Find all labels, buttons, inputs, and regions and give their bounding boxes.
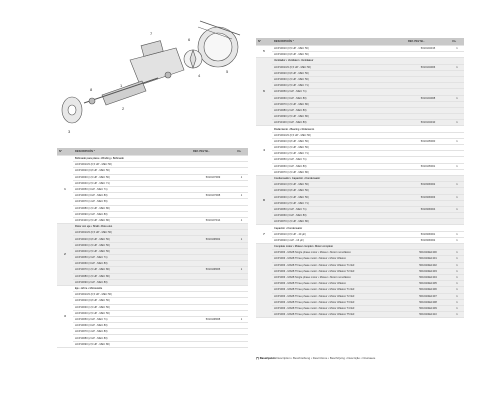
description-cell: HCP10040 (2,5 HP - MEC 56) [73,248,191,254]
reference-cell: 5010107008 [191,193,235,199]
description-legend [256,356,375,360]
part-number-cell: 8 [256,175,272,225]
description-cell: HCP10010 (0,5 HP - 40 μF) [272,231,406,237]
callout-4: 4 [198,73,201,78]
description-cell: HCP10040 (2,5 HP - MEC 56) [73,310,191,316]
quantity-cell: 1 [450,293,464,299]
description-cell: HCP10060 (3 HP - MEC 80) [73,323,191,329]
description-cell: HCP1003 - MA08 Three phase motor • Moteur • Motor trifásico T3 IE3 [272,299,406,305]
description-cell: HCP10060 (3 HP - MEC 80) [73,193,191,199]
callout-1: 1 [120,83,123,88]
column-description: DESCRIPCIÓN * [272,38,406,46]
description-cell: HCP1003 - MA08 Three phase motor • Moteur • Motor trifásico [272,256,406,262]
quantity-cell: 1 [450,268,464,274]
part-number-cell: 5 [256,46,272,58]
column-reference: REF. PEV NL. [406,38,450,46]
reference-cell: 5010107009 [191,174,235,180]
description-cell: HCP10090 (2 HP - MEC 80) [73,279,191,285]
reference-cell: 5010404E1304 [406,274,450,280]
column-reference: REF. PEV NL. [191,148,235,156]
description-cell: HCP10050 (3 HP - MEC 71) [73,186,191,192]
quantity-cell: 1 [450,312,464,318]
quantity-cell: 1 [450,250,464,256]
description-cell: Rodamiento • Bearing • Rolamento [272,126,406,132]
reference-cell: 5010404E1302 [406,262,450,268]
description-cell: HCP1003 - MA08 Three phase motor • Moteur • Motor trifásico T2 IE3 [272,268,406,274]
description-cell: HCP10020 (0,8 HP - MEC 56) [272,52,406,58]
quantity-cell: 1 [235,316,248,322]
description-cell: HCP10030 (1,5 HP - MEC 56) [73,304,191,310]
description-cell: HCP10080 (2 HP - MEC 80) [73,335,191,341]
callout-5: 5 [226,69,229,74]
reference-cell: 5010404E1307 [406,293,450,299]
quantity-cell: 1 [450,194,464,200]
description-cell: HCP10010/3 (0,5 HP - MEC 56) [73,230,191,236]
quantity-cell: 1 [450,262,464,268]
description-cell: HCP10040 (2,5 HP - MEC 71) [272,83,406,89]
description-cell: Ventilador • Ventilator • Ventilateur [272,58,406,64]
reference-cell: 5010104008 [406,95,450,101]
reference-cell: 5010404E1300 [406,250,450,256]
quantity-cell: 1 [235,174,248,180]
table-row [57,341,248,347]
quantity-cell: 1 [450,138,464,144]
description-cell: HCP1003 - MA08 Three phase motor • Moteur • Motor trifásico T4 IE3 [272,305,406,311]
bearing-part [89,98,95,104]
callout-7: 7 [150,31,153,36]
description-cell: HCP10040 (2,5 HP - MEC 71) [73,180,191,186]
description-cell: HCP10100 (3 HP - MEC 80) [272,120,406,126]
description-cell: HCP1003 - MA08 Three phase motor • Moteur • Motor trifásico T5 IE3 [272,312,406,318]
quantity-cell: 1 [235,267,248,273]
reference-cell: 5010404E1310 [406,312,450,318]
description-cell: Eje • Arbre • Motorwelle [73,285,191,291]
reference-cell [191,341,235,347]
description-cell: HCP10040 (2,5 HP - MEC 71) [272,200,406,206]
reference-cell: 5010105001 [406,163,450,169]
description-cell: HCP10050 (2 HP - MEC 71) [272,206,406,212]
quantity-cell: 1 [450,95,464,101]
quantity-cell: 1 [450,120,464,126]
part-number-cell [256,244,272,318]
legend-title: (*) Descripción [256,356,276,360]
description-cell: Condensador • Capacitor • Kondensator [272,175,406,181]
description-cell: HCP10030 (1,5 HP - MEC 56) [272,145,406,151]
description-cell: HCP1003 - MA08 Three phase motor • Moteur • Motor trifásico T1 IE3 [272,262,406,268]
quantity-cell: 1 [450,287,464,293]
column-number: Nº [256,38,272,46]
reference-cell: 5010108005 [191,267,235,273]
part-number-cell: 3 [57,285,73,347]
description-cell: HCP10020 (0,8 HP - MEC 56) [272,70,406,76]
description-cell: HCP10050 (2 HP - MEC 71) [272,157,406,163]
quantity-cell: 1 [450,231,464,237]
description-cell: HCP10090 (2,5 HP - MEC 80) [73,341,191,347]
description-cell: HCP10060 (3 HP - MEC 80) [272,213,406,219]
quantity-cell: 1 [450,237,464,243]
exploded-motor-drawing [50,15,250,143]
description-cell: Bobinado para placa • Winding • Bobinado [73,156,191,162]
reference-cell: 5010104010 [406,120,450,126]
reference-cell: 5010404E1303 [406,268,450,274]
description-cell: HCP10060 (3 HP - MEC 80) [272,163,406,169]
description-cell: HCP10030 (1,5 HP - MEC 56) [272,76,406,82]
reference-cell: 5010404E1301 [406,256,450,262]
description-cell: HCP10060 (3 HP - MEC 80) [272,95,406,101]
description-cell: HCP10090 (2,5 HP - MEC 80) [272,114,406,120]
description-cell: HCP10070 (1,5 HP - MEC 80) [272,101,406,107]
quantity-cell: 1 [450,299,464,305]
description-cell: HCP10080 (1,5 HP - MEC 80) [73,273,191,279]
quantity-cell: 1 [450,46,464,52]
quantity-cell: 1 [450,281,464,287]
reference-cell: 5010108002 [191,236,235,242]
description-cell: HCP10050 (2 HP - MEC 71) [73,316,191,322]
description-cell: HCP10070 (1,5 HP - MEC 80) [73,267,191,273]
column-quantity: Un. [235,148,248,156]
description-cell: HCP10010/3 (0,5 HP - MEC 56) [272,64,406,70]
description-cell: HCP10040 (2,5 HP - MEC 71) [272,151,406,157]
description-cell: HCP10070 (1 HP - MEC 56) [73,199,191,205]
reference-cell: 5010404E1308 [406,299,450,305]
quantity-cell [235,341,248,347]
callout-3: 3 [68,129,71,134]
description-cell: Rotor con eje • Shaft • Roto eixo [73,224,191,230]
quantity-cell: 1 [235,217,248,223]
part-number-cell: 7 [256,225,272,244]
description-cell: HCP10020 (0,8 HP - MEC 56) [272,138,406,144]
description-cell: HCP10010 (0,5 HP - MEC 56) [272,182,406,188]
description-cell: HCP10030 (1,5 HP - MEC 56) [272,194,406,200]
parts-table-left [57,148,248,348]
description-cell: HCP10020 (0,8 HP - MEC 56) [73,298,191,304]
reference-cell: 5010104006 [406,64,450,70]
quantity-cell: 1 [450,305,464,311]
description-cell: HCP1003 - MA08 Single phase motor • Moteur • Motor monofásico [272,250,406,256]
reference-cell: 5010306002 [406,182,450,188]
description-cell: HCP10020 (1 HP - 16 μF) [272,237,406,243]
description-cell: HCP10080 (2 HP - MEC 80) [272,107,406,113]
reference-cell: 5010404E1306 [406,287,450,293]
quantity-cell: 1 [235,193,248,199]
quantity-cell: 1 [450,64,464,70]
description-cell: HCP10070 (1,5 HP - MEC 80) [272,219,406,225]
reference-cell: 5010404E1309 [406,305,450,311]
parts-table-right [256,38,464,318]
part-number-cell: 2 [57,224,73,286]
quantity-cell: 1 [450,182,464,188]
description-cell: HCP10010/3 (0,5 HP - MEC 56) [73,162,191,168]
description-cell: HCP10050 (2 HP - MEC 71) [272,89,406,95]
reference-cell: 5010306003 [406,194,450,200]
callout-2: 2 [122,106,125,111]
part-number-cell: 6 [256,58,272,126]
description-cell: HCP1003 - MA08 Three phase motor • Moteur • Motor trifásico T2 IE3 [272,293,406,299]
quantity-cell: 1 [450,274,464,280]
column-number: Nº [57,148,73,156]
reference-cell: 5010306001 [406,231,450,237]
reference-cell: 5010108008 [191,316,235,322]
column-quantity: Un. [450,38,464,46]
description-cell: HCP10080 (1,5 HP - MEC 80) [73,205,191,211]
description-cell: HCP10030 (1,5 HP - MEC 56) [73,242,191,248]
column-description: DESCRIPCIÓN * [73,148,191,156]
description-cell: HCP1003 - MA08 Single phase motor • Moteur • Motor monofásico [272,274,406,280]
description-cell: HCP10020 (0,8 HP - MEC 56) [73,236,191,242]
description-cell: HCP10100 (2,5 HP - MEC 80) [73,217,191,223]
description-cell: HCP10030 (1,5 HP - MEC 56) [73,174,191,180]
reference-cell: 5010306004 [406,206,450,212]
reference-cell: 5010104015 [406,46,450,52]
reference-cell: 5010404E1305 [406,281,450,287]
description-cell: HCP10010 (0,5 HP - MEC 56) [272,46,406,52]
part-number-cell: 1 [57,156,73,224]
quantity-cell: 1 [235,236,248,242]
description-cell: HCP10020 (0,8 HP - MEC 56) [272,188,406,194]
description-cell: HCP10010/3 (0,5 HP - MEC 56) [73,292,191,298]
description-cell: HCP10050 (2 HP - MEC 71) [73,255,191,261]
quantity-cell: 1 [450,256,464,262]
reference-cell: 5010105000 [406,138,450,144]
table-row [256,312,464,318]
description-cell: Complete motor • Moteur complet • Motor completo [272,244,406,250]
description-cell: HCP10060 (3 HP - MEC 80) [73,261,191,267]
callout-8: 8 [90,87,93,92]
reference-cell: 5010306002 [406,237,450,243]
description-cell: Capacitor • Kondensator [272,225,406,231]
description-cell: HCP1003 - MA08 Three phase motor • Moteur • Motor trifásico T1 IE3 [272,287,406,293]
description-cell: HCP10070 (1,5 HP - MEC 80) [272,169,406,175]
description-cell: HCP10010/3 (0,5 HP - MEC 56) [272,132,406,138]
reference-cell: 5010107014 [191,217,235,223]
legend-text: Description • Beschreibung • Descrizione • Beschrijving • Descrição • Описание [276,356,376,360]
description-cell: HCP10070 (1 HP - MEC 80) [73,329,191,335]
callout-6: 6 [188,37,191,42]
motor-housing-part [130,48,184,85]
part-number-cell: 4 [256,126,272,176]
description-cell: HCP10020 (0,8 HP - MEC 56) [73,168,191,174]
description-cell: HCP1003 - MA08 Three phase motor • Moteur • Motor trifásico [272,281,406,287]
quantity-cell: 1 [450,206,464,212]
quantity-cell: 1 [450,163,464,169]
description-cell: HCP10090 (2 HP - MEC 80) [73,211,191,217]
